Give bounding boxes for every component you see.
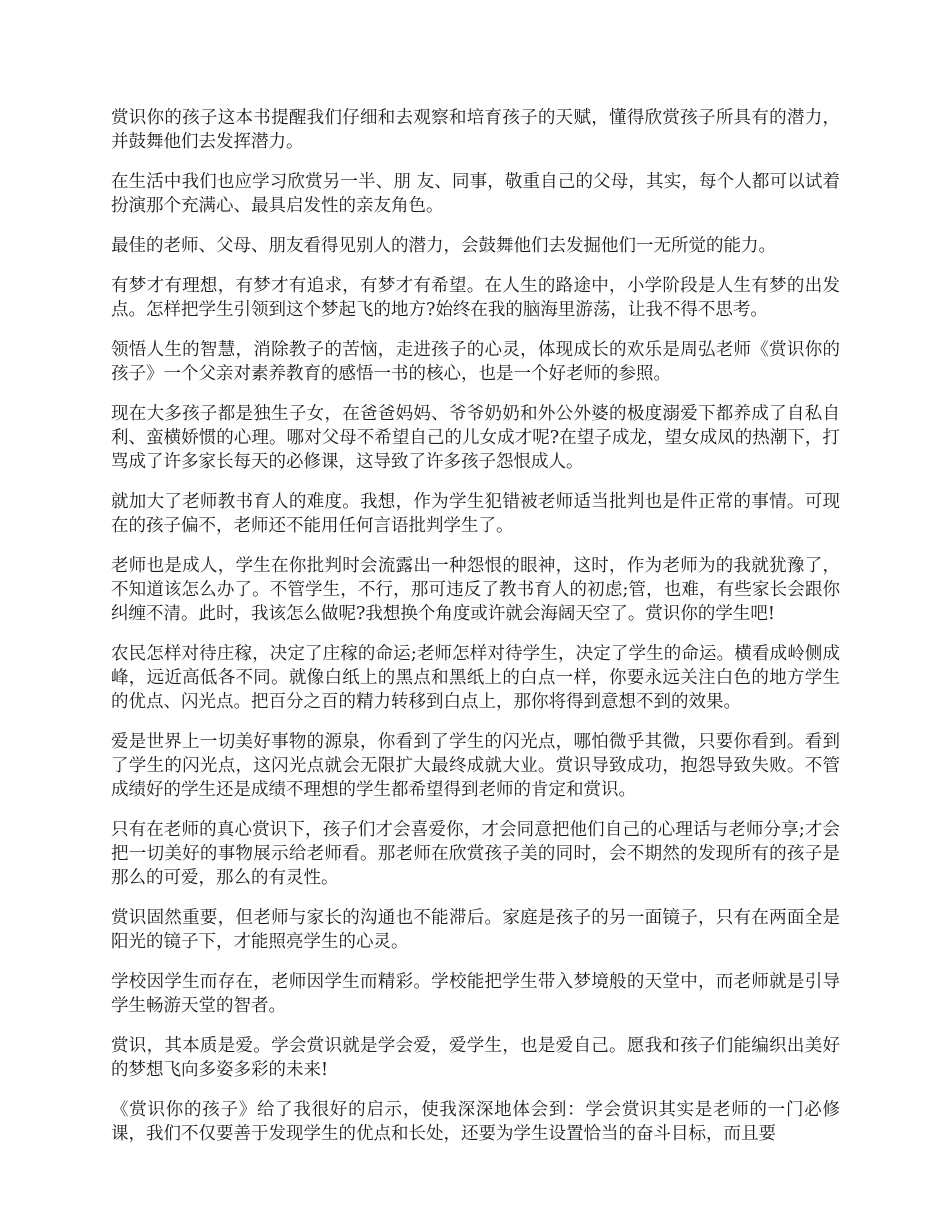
- paragraph: 爱是世界上一切美好事物的源泉，你看到了学生的闪光点，哪怕微乎其微，只要你看到。看到了学生的闪光点，这闪光点就会无限扩大最终成就大业。赏识导致成功，抱怨导致失败。不管成绩好的学生还是成绩不理想的学生都希望得到老师的肯定和赏识。: [111, 732, 840, 800]
- document-body: [111, 106, 840, 1162]
- paragraph: 现在大多孩子都是独生子女，在爸爸妈妈、爷爷奶奶和外公外婆的极度溺爱下都养成了自私自利、蛮横娇惯的心理。哪对父母不希望自己的儿女成才呢?在望子成龙，望女成凤的热潮下，打骂成了许多家长每天的必修课，这导致了许多孩子怨恨成人。: [111, 404, 840, 472]
- paragraph: 最佳的老师、父母、朋友看得见别人的潜力，会鼓舞他们去发掘他们一无所觉的能力。: [111, 236, 776, 256]
- paragraph: 赏识，其本质是爱。学会赏识就是学会爱，爱学生，也是爱自己。愿我和孩子们能编织出美好的梦想飞向多姿多彩的未来!: [111, 1036, 840, 1080]
- paragraph: 只有在老师的真心赏识下，孩子们才会喜爱你，才会同意把他们自己的心理话与老师分享;才会把一切美好的事物展示给老师看。那老师在欣赏孩子美的同时，会不期然的发现所有的孩子是那么的可爱，那么的有灵性。: [111, 820, 840, 888]
- paragraph: 赏识你的孩子这本书提醒我们仔细和去观察和培育孩子的天赋，懂得欣赏孩子所具有的潜力，并鼓舞他们去发挥潜力。: [111, 108, 840, 152]
- paragraph: 就加大了老师教书育人的难度。我想，作为学生犯错被老师适当批判也是件正常的事情。可现在的孩子偏不，老师还不能用任何言语批判学生了。: [111, 492, 840, 536]
- paragraph: 学校因学生而存在，老师因学生而精彩。学校能把学生带入梦境般的天堂中，而老师就是引导学生畅游天堂的智者。: [111, 972, 840, 1016]
- paragraph: 在生活中我们也应学习欣赏另一半、朋 友、同事，敬重自己的父母，其实，每个人都可以试着扮演那个充满心、最具启发性的亲友角色。: [111, 172, 840, 216]
- paragraph: 老师也是成人，学生在你批判时会流露出一种怨恨的眼神，这时，作为老师为的我就犹豫了，不知道该怎么办了。不管学生，不行，那可违反了教书育人的初虑;管，也难，有些家长会跟你纠缠不清。此时，我该怎么做呢?我想换个角度或许就会海阔天空了。赏识你的学生吧!: [111, 556, 840, 624]
- paragraph: 有梦才有理想，有梦才有追求，有梦才有希望。在人生的路途中，小学阶段是人生有梦的出发点。怎样把学生引领到这个梦起飞的地方?始终在我的脑海里游荡，让我不得不思考。: [111, 276, 840, 320]
- paragraph: 农民怎样对待庄稼，决定了庄稼的命运;老师怎样对待学生，决定了学生的命运。横看成岭侧成峰，远近高低各不同。就像白纸上的黑点和黑纸上的白点一样，你要永远关注白色的地方学生的优点、闪光点。把百分之百的精力转移到白点上，那你将得到意想不到的效果。: [111, 644, 840, 712]
- paragraph: 《赏识你的孩子》给了我很好的启示，使我深深地体会到：学会赏识其实是老师的一门必修课，我们不仅要善于发现学生的优点和长处，还要为学生设置恰当的奋斗目标，而且要: [111, 1100, 840, 1144]
- paragraph: 领悟人生的智慧，消除教子的苦恼，走进孩子的心灵，体现成长的欢乐是周弘老师《赏识你的孩子》一个父亲对素养教育的感悟一书的核心，也是一个好老师的参照。: [111, 340, 840, 384]
- paragraph: 赏识固然重要，但老师与家长的沟通也不能滞后。家庭是孩子的另一面镜子，只有在两面全是阳光的镜子下，才能照亮学生的心灵。: [111, 908, 840, 952]
